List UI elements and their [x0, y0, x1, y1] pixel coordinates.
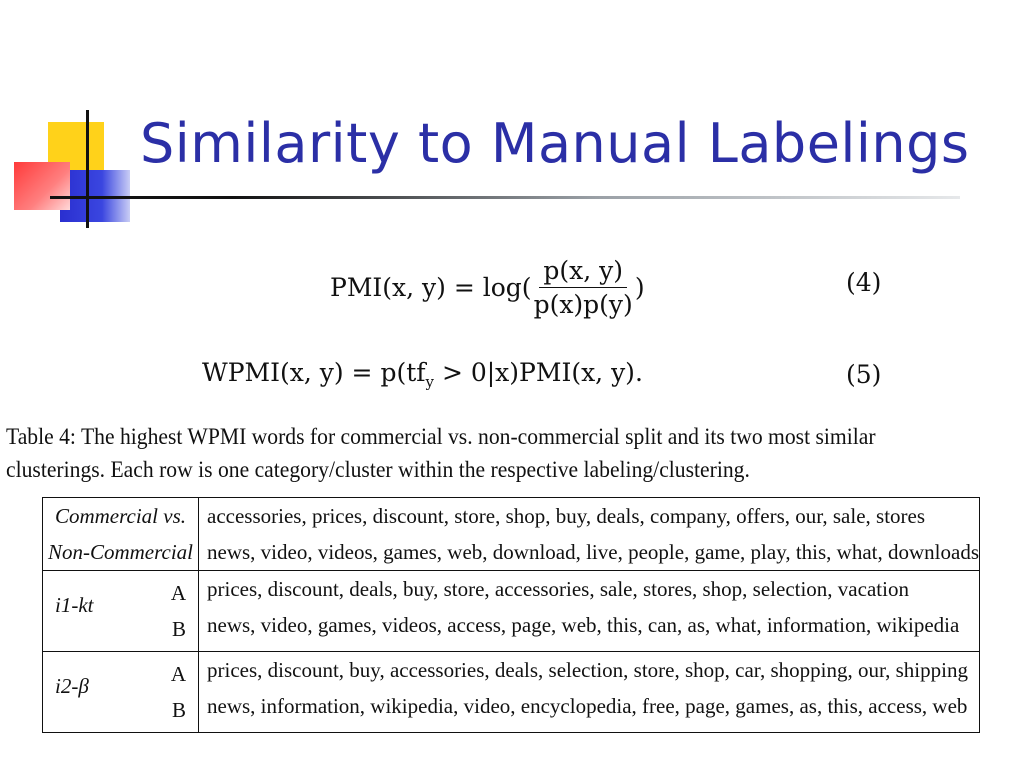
- row-words-2: news, information, wikipedia, video, encyclopedia, free, page, games, as, this, access, web: [207, 694, 968, 718]
- equation-pmi-denominator: p(x)p(y): [533, 289, 633, 319]
- slide-title: Similarity to Manual Labelings: [140, 112, 970, 175]
- title-underline: [50, 196, 960, 199]
- row-name: i2-β: [55, 674, 89, 698]
- row-label-cell: [43, 498, 199, 571]
- row-label-cell: [43, 652, 199, 733]
- equation-pmi-fraction: [534, 256, 633, 319]
- row-words-cell: [199, 571, 980, 652]
- table-row: [43, 571, 980, 652]
- equation-pmi: [330, 252, 645, 322]
- equation-wpmi-sub: y: [425, 373, 434, 391]
- equation-pmi-close: ): [634, 272, 645, 302]
- row-letter-a: A: [170, 662, 186, 686]
- equation-wpmi-post: > 0|x)PMI(x, y).: [434, 358, 643, 387]
- row-label-cell: [43, 571, 199, 652]
- row-name: i1-kt: [55, 593, 94, 617]
- row-letter-b: B: [171, 698, 186, 722]
- table-caption: Table 4: The highest WPMI words for commercial vs. non-commercial split and its two most similar clusterings. Each row is one category/cluster within the respective labeling/clustering.: [6, 424, 876, 482]
- wpmi-table: [42, 497, 980, 733]
- row-words-1: accessories, prices, discount, store, shop, buy, deals, company, offers, our, sale, stores: [207, 504, 926, 528]
- row-words-2: news, video, videos, games, web, download, live, people, game, play, this, what, downloads: [207, 540, 979, 564]
- row-words-cell: [199, 498, 980, 571]
- logo-vertical-line: [86, 110, 89, 228]
- row-words-1: prices, discount, buy, accessories, deals, selection, store, shop, car, shopping, our, shipping: [207, 658, 968, 682]
- table-row: [43, 498, 980, 571]
- equation-number-5: (5): [846, 360, 882, 389]
- logo-red-square: [14, 162, 70, 210]
- row-letters: [171, 575, 186, 647]
- row-words-1: prices, discount, deals, buy, store, accessories, sale, stores, shop, selection, vacation: [207, 577, 909, 601]
- table-row: [43, 652, 980, 733]
- row-label-line1: Commercial vs.: [54, 504, 187, 528]
- equation-wpmi-pre: WPMI(x, y) = p(tf: [202, 358, 426, 387]
- row-words-2: news, video, games, videos, access, page, web, this, can, as, what, information, wikipedia: [207, 613, 960, 637]
- equation-pmi-lhs: PMI(x, y) = log(: [330, 272, 532, 302]
- row-letter-a: A: [170, 581, 186, 605]
- equation-wpmi: [202, 358, 643, 391]
- row-letters: [171, 656, 186, 728]
- row-letter-b: B: [171, 617, 186, 641]
- equation-number-4: (4): [846, 268, 882, 297]
- row-label-line2: Non-Commercial: [47, 540, 194, 564]
- equation-pmi-numerator: p(x, y): [539, 256, 627, 288]
- row-words-cell: [199, 652, 980, 733]
